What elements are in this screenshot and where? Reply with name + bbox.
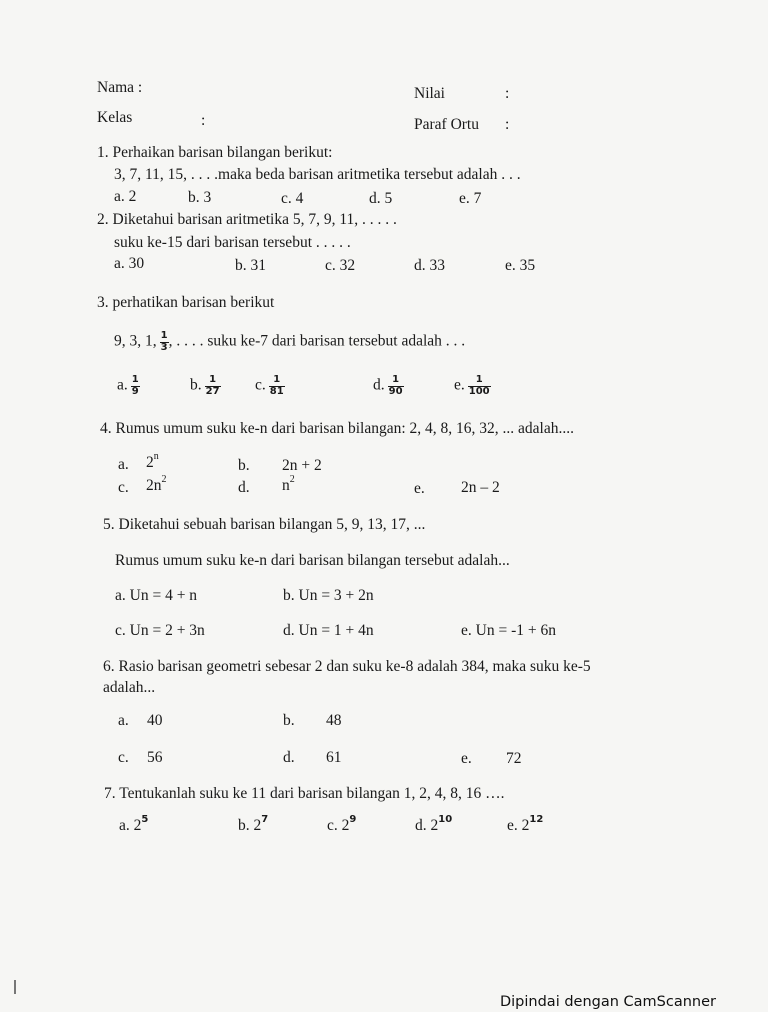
question-1-option-c: c. 4 [281, 190, 304, 207]
question-5-line: Rumus umum suku ke-n dari barisan bilangan tersebut adalah... [115, 552, 510, 569]
power-exponent: 12 [529, 814, 544, 825]
fraction-denominator: 3 [160, 341, 168, 353]
question-1-option-b: b. 3 [188, 189, 212, 206]
option-label: c. [255, 376, 266, 394]
question-7-option-c [327, 814, 357, 834]
power-exponent: n [153, 451, 159, 462]
class-label: Kelas [97, 109, 133, 126]
power-base: 2n [146, 477, 162, 494]
question-5-option-c: c. Un = 2 + 3n [115, 622, 205, 639]
question-2-option-c: c. 32 [325, 257, 356, 274]
question-3-option-a [117, 375, 140, 397]
question-1-option-d: d. 5 [369, 190, 393, 207]
fraction-denominator: 100 [468, 385, 490, 397]
question-6-option-e-label: e. [461, 750, 472, 767]
power-exponent: 2 [161, 474, 167, 485]
question-4-option-a-label: a. [118, 456, 129, 473]
power-base: n [282, 477, 290, 494]
fraction-denominator: 27 [205, 385, 220, 397]
power-base: b. 2 [238, 817, 262, 834]
fraction-numerator: 1 [468, 375, 491, 387]
question-6-line: adalah... [103, 679, 156, 696]
option-label: e. [454, 376, 465, 394]
option-label: d. [373, 376, 385, 394]
question-2-stem: 2. Diketahui barisan aritmetika 5, 7, 9, 11, . . . . . [97, 211, 397, 228]
fraction-numerator: 1 [131, 374, 139, 385]
question-3-sequence-fraction [160, 331, 169, 353]
question-6-option-a-label: a. [118, 712, 129, 729]
question-6-option-d-label: d. [283, 749, 295, 766]
power-exponent: 2 [289, 474, 295, 485]
question-6-option-e-value: 72 [506, 750, 522, 767]
question-7-option-d [415, 814, 453, 834]
question-4-option-d-label: d. [238, 479, 250, 496]
question-3-option-b [190, 375, 221, 397]
fraction-denominator: 90 [388, 385, 403, 397]
bottom-band [0, 1012, 768, 1024]
fraction-numerator: 1 [269, 375, 285, 387]
question-2-option-d: d. 33 [414, 257, 445, 274]
fraction-denominator: 81 [269, 385, 284, 397]
question-5-option-a: a. Un = 4 + n [115, 587, 198, 604]
power-exponent: 10 [438, 814, 453, 825]
question-4-option-d-value [282, 474, 295, 494]
fraction-denominator: 9 [131, 385, 139, 397]
question-5-option-b: b. Un = 3 + 2n [283, 587, 374, 604]
question-1-stem: 1. Perhaikan barisan bilangan berikut: [97, 144, 333, 161]
power-base: a. 2 [119, 817, 142, 834]
question-1-option-a: a. 2 [114, 188, 137, 205]
power-exponent: 5 [141, 814, 149, 825]
question-2-line: suku ke-15 dari barisan tersebut . . . . . [114, 234, 351, 251]
score-label: Nilai [414, 85, 445, 102]
power-base: d. 2 [415, 817, 439, 834]
parent-signature-colon: : [505, 116, 510, 133]
question-4-option-e-value: 2n – 2 [461, 479, 500, 496]
fraction-numerator: 1 [160, 330, 168, 341]
question-7-option-a [119, 814, 149, 834]
question-3-sequence-suffix: , . . . . suku ke-7 dari barisan tersebut adalah . . . [168, 332, 466, 350]
question-1-option-e: e. 7 [459, 190, 482, 207]
question-4-option-b-value: 2n + 2 [282, 457, 322, 474]
power-exponent: 7 [261, 814, 269, 825]
scan-edge-mark [14, 980, 16, 994]
question-3-option-e [454, 375, 491, 397]
question-5-stem: 5. Diketahui sebuah barisan bilangan 5, 9, 13, 17, ... [103, 516, 426, 533]
fraction-numerator: 1 [388, 375, 404, 387]
question-6-option-a-value: 40 [147, 712, 163, 729]
power-base: 2 [146, 454, 154, 471]
question-3-stem: 3. perhatikan barisan berikut [97, 294, 275, 311]
question-3-sequence [114, 331, 465, 353]
option-fraction [269, 375, 285, 397]
question-4-option-a-value [146, 451, 159, 471]
question-2-option-a: a. 30 [114, 255, 145, 272]
question-4-stem: 4. Rumus umum suku ke-n dari barisan bilangan: 2, 4, 8, 16, 32, ... adalah.... [100, 420, 574, 437]
question-7-option-b [238, 814, 269, 834]
question-3-option-d [373, 375, 404, 397]
question-6-option-b-value: 48 [326, 712, 342, 729]
question-6-stem: 6. Rasio barisan geometri sebesar 2 dan suku ke-8 adalah 384, maka suku ke-5 [103, 658, 591, 675]
option-fraction [468, 375, 491, 397]
question-4-option-c-label: c. [118, 479, 129, 496]
question-5-option-d: d. Un = 1 + 4n [283, 622, 374, 639]
option-fraction [131, 375, 140, 397]
option-label: b. [190, 376, 202, 394]
class-colon: : [201, 112, 206, 129]
power-base: e. 2 [507, 817, 530, 834]
power-base: c. 2 [327, 817, 350, 834]
question-4-option-b-label: b. [238, 457, 250, 474]
question-6-option-c-value: 56 [147, 749, 163, 766]
name-label: Nama : [97, 79, 143, 96]
question-4-option-c-value [146, 474, 167, 494]
question-6-option-d-value: 61 [326, 749, 342, 766]
question-5-option-e: e. Un = -1 + 6n [461, 622, 556, 639]
question-6-option-c-label: c. [118, 749, 129, 766]
score-colon: : [505, 85, 510, 102]
camscanner-watermark: Dipindai dengan CamScanner [499, 994, 716, 1010]
question-3-sequence-prefix: 9, 3, 1, [114, 332, 157, 350]
question-3-option-c [255, 375, 285, 397]
question-4-option-e-label: e. [414, 480, 425, 497]
option-fraction [388, 375, 404, 397]
question-2-option-b: b. 31 [235, 257, 266, 274]
question-6-option-b-label: b. [283, 712, 295, 729]
question-7-stem: 7. Tentukanlah suku ke 11 dari barisan bilangan 1, 2, 4, 8, 16 …. [104, 785, 505, 802]
fraction-numerator: 1 [205, 375, 221, 387]
option-label: a. [117, 376, 128, 394]
power-exponent: 9 [349, 814, 357, 825]
parent-signature-label: Paraf Ortu [414, 116, 479, 133]
option-fraction [205, 375, 221, 397]
question-2-option-e: e. 35 [505, 257, 536, 274]
question-7-option-e [507, 814, 544, 834]
question-1-sequence: 3, 7, 11, 15, . . . .maka beda barisan aritmetika tersebut adalah . . . [114, 166, 521, 183]
